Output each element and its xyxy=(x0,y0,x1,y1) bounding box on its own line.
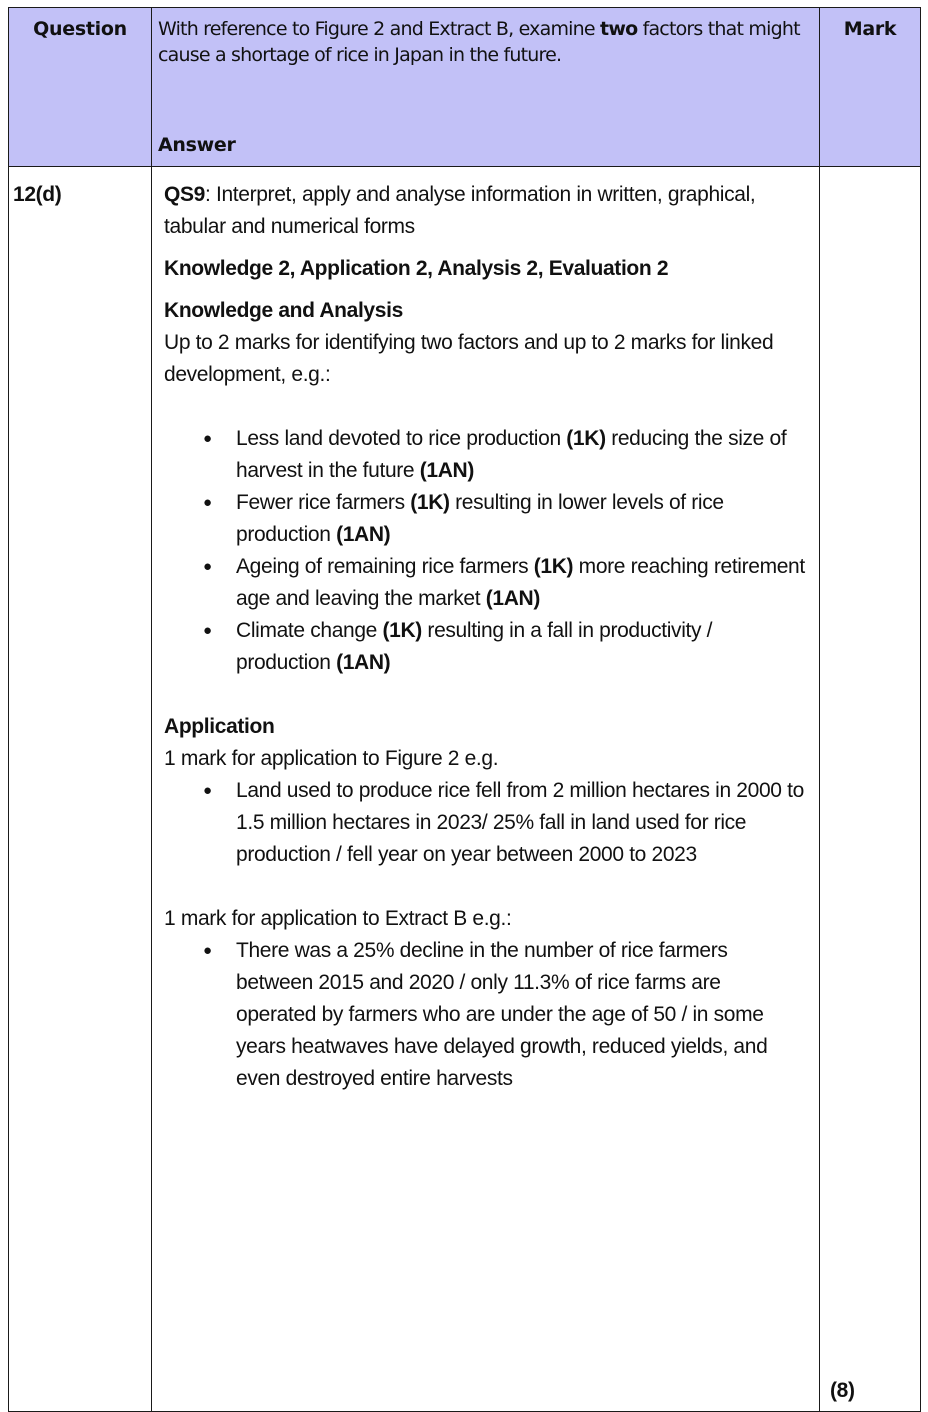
bullet-icon: ● xyxy=(203,622,212,639)
analysis-mark: (1AN) xyxy=(485,587,540,610)
analysis-mark: (1AN) xyxy=(419,459,474,482)
item-text: more reaching retirement age and leaving the market xyxy=(236,555,805,610)
list-item xyxy=(203,935,805,1095)
item-text: resulting in a fall in productivity / production xyxy=(236,619,713,674)
question-text-cell xyxy=(152,8,820,167)
knowledge-analysis-list xyxy=(164,423,805,679)
question-number: 12(d) xyxy=(9,167,152,1412)
question-text-before: With reference to Figure 2 and Extract B, examine xyxy=(158,18,601,40)
qs-code: QS9 xyxy=(164,183,205,206)
answer-row xyxy=(9,167,921,1412)
mark-header: Mark xyxy=(820,8,921,167)
mark-cell xyxy=(820,167,921,1412)
bullet-icon: ● xyxy=(203,494,212,511)
knowledge-analysis-intro: Up to 2 marks for identifying two factors and up to 2 marks for linked development, e.g.: xyxy=(164,331,774,386)
header-row xyxy=(9,8,921,167)
bullet-icon: ● xyxy=(203,782,212,799)
knowledge-mark: (1K) xyxy=(566,427,606,450)
analysis-mark: (1AN) xyxy=(336,523,391,546)
item-text: reducing the size of harvest in the future xyxy=(236,427,787,482)
qs-text: : Interpret, apply and analyse information in written, graphical, tabular and numerical forms xyxy=(164,183,756,238)
item-text: Less land devoted to rice production xyxy=(236,427,567,450)
mark-allocation: Knowledge 2, Application 2, Analysis 2, Evaluation 2 xyxy=(164,257,669,280)
item-text: Fewer rice farmers xyxy=(236,491,411,514)
list-item xyxy=(203,775,805,871)
bullet-icon: ● xyxy=(203,942,212,959)
total-mark: (8) xyxy=(830,1379,855,1402)
mark-scheme-table xyxy=(8,7,921,1412)
qs-line xyxy=(164,179,805,243)
knowledge-mark: (1K) xyxy=(410,491,450,514)
knowledge-mark: (1K) xyxy=(382,619,422,642)
answer-content xyxy=(152,167,820,1412)
knowledge-analysis-heading: Knowledge and Analysis xyxy=(164,299,403,322)
figure-application-intro: 1 mark for application to Figure 2 e.g. xyxy=(164,747,499,770)
item-text: Climate change xyxy=(236,619,383,642)
item-text: There was a 25% decline in the number of rice farmers between 2015 and 2020 / only 11.3% of rice farms are operated by farmers who are under the age of 50 / in some years heatwaves have delayed growth, reduced yields, and even destroyed entire harvests xyxy=(236,939,768,1090)
bullet-icon: ● xyxy=(203,430,212,447)
figure-application-list xyxy=(164,775,805,871)
list-item xyxy=(203,615,805,679)
knowledge-mark: (1K) xyxy=(533,555,574,578)
application-heading: Application xyxy=(164,715,275,738)
list-item xyxy=(203,487,805,551)
analysis-mark: (1AN) xyxy=(336,651,391,674)
question-text-after: factors that might cause a shortage of rice in Japan in the future. xyxy=(158,18,800,66)
question-header: Question xyxy=(9,8,152,167)
extract-application-intro: 1 mark for application to Extract B e.g.: xyxy=(164,907,512,930)
list-item xyxy=(203,423,805,487)
extract-application-list xyxy=(164,935,805,1095)
item-text: Land used to produce rice fell from 2 million hectares in 2000 to 1.5 million hectares in 2023/ 25% fall in land used for rice production / fell year on year between 2000 to 2023 xyxy=(236,779,804,866)
item-text: Ageing of remaining rice farmers xyxy=(236,555,534,578)
question-text-bold: two xyxy=(600,18,638,40)
list-item xyxy=(203,551,805,615)
answer-label: Answer xyxy=(158,134,236,156)
bullet-icon: ● xyxy=(203,558,212,575)
item-text: resulting in lower levels of rice production xyxy=(236,491,724,546)
